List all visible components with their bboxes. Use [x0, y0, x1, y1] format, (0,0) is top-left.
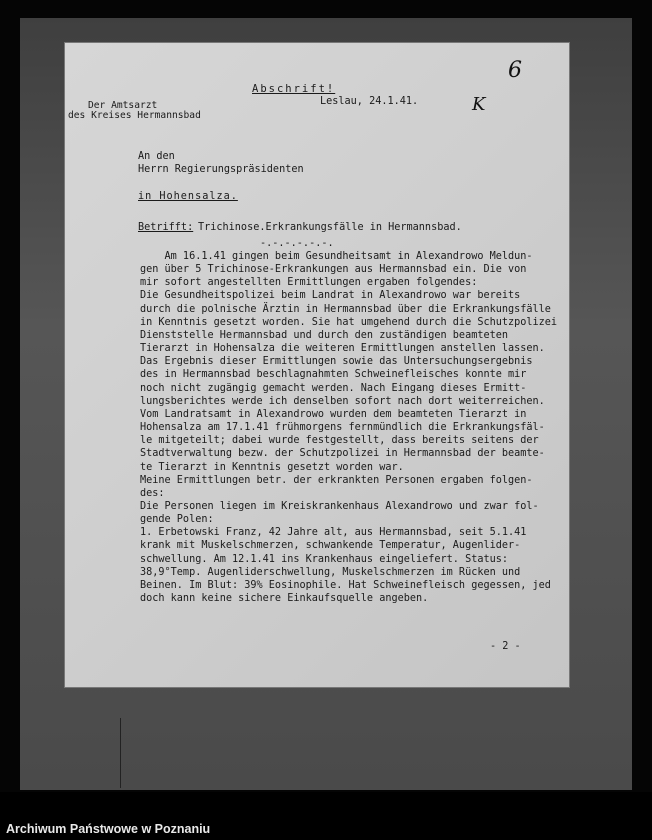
place-date: Leslau, 24.1.41.	[320, 96, 419, 107]
body-line: Dienststelle Hermannsbad und durch den zuständigen beamteten	[140, 329, 509, 341]
body-line: des:	[140, 487, 165, 499]
body-line: doch kann keine sichere Einkaufsquelle angeben.	[140, 593, 429, 605]
body-line: 38,9°Temp. Augenliderschwellung, Muskelschmerzen im Rücken und	[140, 566, 521, 578]
body-line: Beinen. Im Blut: 39% Eosinophile. Hat Schweinefleisch gegessen, jed	[140, 579, 551, 591]
body-line: Die Personen liegen im Kreiskrankenhaus Alexandrowo und zwar fol-	[140, 500, 539, 512]
subject-label: Betrifft:	[138, 222, 194, 233]
body-line: schwellung. Am 12.1.41 ins Krankenhaus eingeliefert. Status:	[140, 553, 509, 565]
addressee-city: in Hohensalza.	[138, 191, 238, 202]
document-page	[64, 42, 570, 688]
subject-text: Trichinose.Erkrankungsfälle in Hermannsbad.	[198, 222, 462, 233]
sender-line-1: Der Amtsarzt	[88, 100, 158, 111]
body-line: Hohensalza am 17.1.41 frühmorgens fernmündlich die Erkrankungsfäl-	[140, 422, 545, 434]
body-line: Das Ergebnis dieser Ermittlungen sowie das Untersuchungsergebnis	[140, 356, 533, 368]
body-line: in Kenntnis gesetzt worden. Sie hat umgehend durch die Schutzpolizei	[140, 316, 558, 328]
film-scratch	[120, 718, 121, 788]
sender-line-2: des Kreises Hermannsbad	[68, 110, 201, 121]
document-title: Abschrift!	[252, 83, 336, 95]
body-line: 1. Erbetowski Franz, 42 Jahre alt, aus Hermannsbad, seit 5.1.41	[140, 527, 527, 539]
handwritten-mark: K	[472, 94, 486, 115]
body-line: mir sofort angestellten Ermittlungen ergaben folgendes:	[140, 277, 478, 289]
body-line: Die Gesundheitspolizei beim Landrat in Alexandrowo war bereits	[140, 290, 521, 302]
body-line: des in Hermannsbad beschlagnahmten Schweinefleisches konnte mir	[140, 369, 527, 381]
addressee-line-2: Herrn Regierungspräsidenten	[138, 164, 304, 175]
handwritten-page-number: 6	[508, 58, 522, 83]
body-line: gen über 5 Trichinose-Erkrankungen aus Hermannsbad ein. Die von	[140, 264, 527, 276]
body-line: noch nicht zugängig gemacht werden. Nach Eingang dieses Ermitt-	[140, 382, 527, 394]
archive-label: Archiwum Państwowe w Poznaniu	[6, 822, 211, 836]
page-continuation: - 2 -	[490, 641, 521, 652]
body-line: durch die polnische Ärztin in Hermannsbad über die Erkrankungsfälle	[140, 303, 551, 315]
body-line: lungsberichtes werde ich denselben sofort nach dort weiterreichen.	[140, 395, 545, 407]
letter-body	[140, 250, 557, 605]
body-line: te Tierarzt in Kenntnis gesetzt worden war.	[140, 461, 404, 473]
body-line: Tierarzt in Hohensalza die weiteren Ermittlungen anstellen lassen.	[140, 343, 545, 355]
separator-line: -.-.-.-.-.-.	[260, 238, 334, 249]
body-line: krank mit Muskelschmerzen, schwankende Temperatur, Augenlider-	[140, 540, 521, 552]
body-line: Vom Landratsamt in Alexandrowo wurden dem beamteten Tierarzt in	[140, 408, 527, 420]
addressee-line-1: An den	[138, 151, 175, 162]
body-line: gende Polen:	[140, 514, 214, 526]
body-line: le mitgeteilt; dabei wurde festgestellt, dass bereits seitens der	[140, 435, 539, 447]
body-line: Stadtverwaltung bezw. der Schutzpolizei in Hermannsbad der beamte-	[140, 448, 545, 460]
body-line: Meine Ermittlungen betr. der erkrankten Personen ergaben folgen-	[140, 474, 533, 486]
body-line: Am 16.1.41 gingen beim Gesundheitsamt in Alexandrowo Meldun-	[140, 251, 533, 262]
